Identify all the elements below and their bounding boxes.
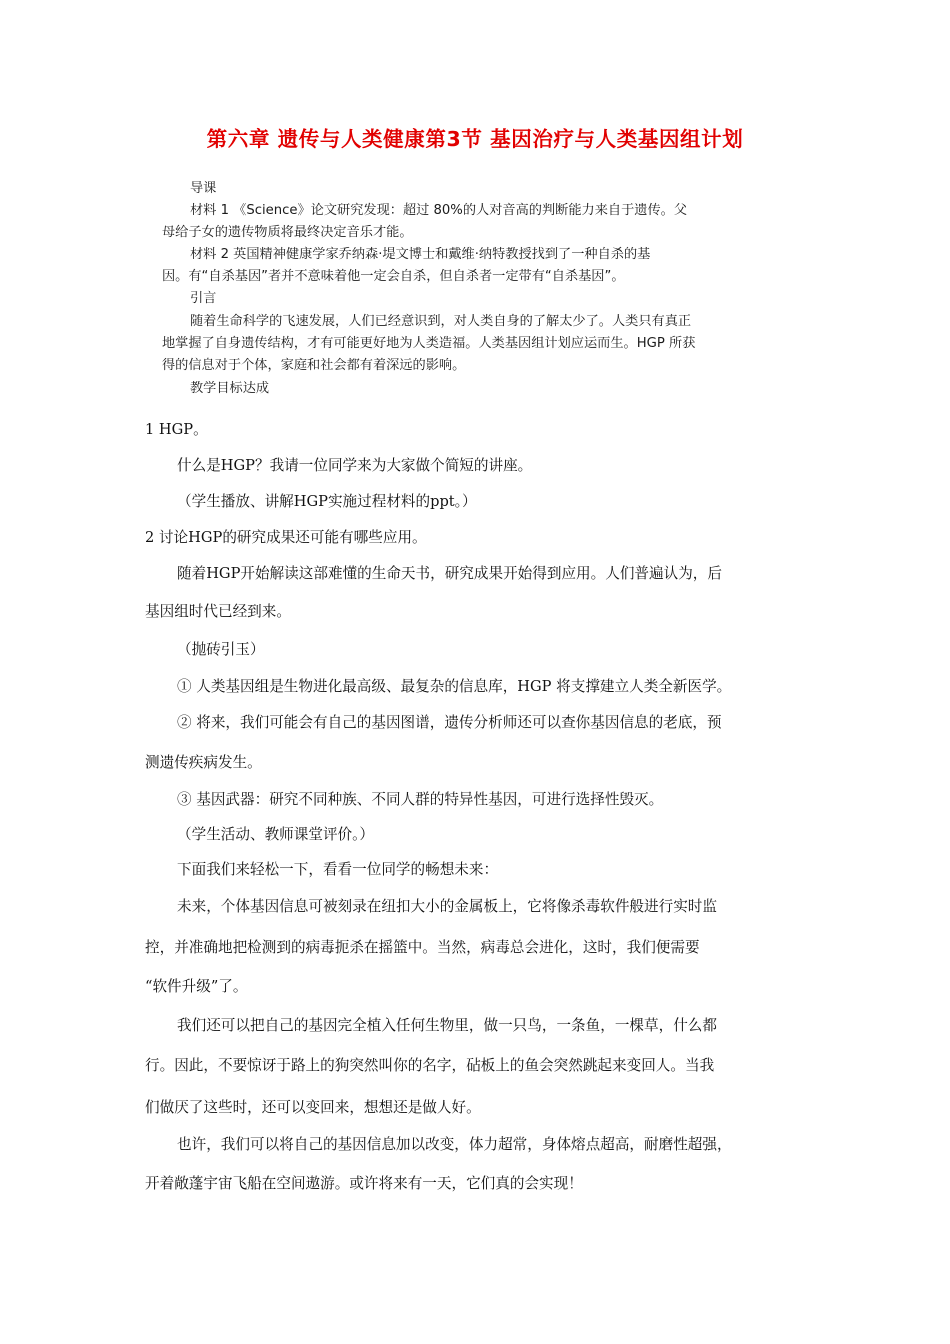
intro-paragraph-line: 地掌握了自身遗传结构，才有可能更好地为人类造福。人类基因组计划应运而生。HGP 所获: [162, 336, 696, 351]
intro-material-2-cont: 因。有“自杀基因”者并不意味着他一定会自杀，但自杀者一定带有“自杀基因”。: [162, 269, 625, 284]
intro-material-1: 材料 1 《Science》论文研究发现：超过 80%的人对音高的判断能力来自于遗传。父: [190, 203, 688, 218]
paragraph-line: 基因组时代已经到来。: [145, 603, 291, 620]
intro-paragraph-line: 得的信息对于个体，家庭和社会都有着深远的影响。: [162, 358, 466, 373]
list-item: ② 将来，我们可能会有自己的基因图谱，遗传分析师还可以查你基因信息的老底，预: [177, 714, 722, 731]
intro-heading-goals: 教学目标达成: [190, 381, 270, 396]
paragraph-line: 开着敞蓬宇宙飞船在空间遨游。或许将来有一天，它们真的会实现！: [145, 1175, 583, 1192]
intro-paragraph-line: 随着生命科学的飞速发展，人们已经意识到，对人类自身的了解太少了。人类只有真正: [190, 314, 692, 329]
paragraph-line: 们做厌了这些时，还可以变回来，想想还是做人好。: [145, 1099, 481, 1116]
paragraph-line: 行。因此，不要惊讶于路上的狗突然叫你的名字，砧板上的鱼会突然跳起来变回人。当我: [145, 1057, 715, 1074]
paragraph-line: 也许，我们可以将自己的基因信息加以改变，体力超常，身体熔点超高，耐磨性超强，: [177, 1136, 732, 1153]
intro-heading-daoke: 导课: [190, 181, 217, 196]
intro-heading-yinyan: 引言: [190, 291, 217, 306]
paragraph-line: 下面我们来轻松一下，看看一位同学的畅想未来：: [177, 861, 499, 878]
list-item: ③ 基因武器：研究不同种族、不同人群的特异性基因，可进行选择性毁灭。: [177, 791, 664, 808]
paragraph-line: 随着HGP开始解读这部难懂的生命天书，研究成果开始得到应用。人们普遍认为，后: [177, 565, 722, 582]
paragraph-line: 什么是HGP？我请一位同学来为大家做个简短的讲座。: [177, 457, 533, 474]
paragraph-line: （学生播放、讲解HGP实施过程材料的ppt。）: [177, 493, 477, 510]
paragraph-line: 未来，个体基因信息可被刻录在纽扣大小的金属板上，它将像杀毒软件般进行实时监: [177, 898, 717, 915]
page-title: 第六章 遗传与人类健康第3节 基因治疗与人类基因组计划: [206, 127, 744, 151]
intro-material-1-cont: 母给子女的遗传物质将最终决定音乐才能。: [162, 225, 413, 240]
paragraph-line: 我们还可以把自己的基因完全植入任何生物里，做一只鸟，一条鱼，一棵草，什么都: [177, 1017, 717, 1034]
paragraph-line: 控，并准确地把检测到的病毒扼杀在摇篮中。当然，病毒总会进化，这时，我们便需要: [145, 939, 700, 956]
section-heading: 1 HGP。: [145, 421, 208, 438]
list-item-cont: 测遗传疾病发生。: [145, 754, 262, 771]
paragraph-line: “软件升级”了。: [145, 978, 248, 995]
section-heading: 2 讨论HGP的研究成果还可能有哪些应用。: [145, 529, 427, 546]
paragraph-line: （学生活动、教师课堂评价。）: [177, 826, 375, 843]
intro-material-2: 材料 2 英国精神健康学家乔纳森·堤文博士和戴维·纳特教授找到了一种自杀的基: [190, 247, 651, 262]
list-item: ① 人类基因组是生物进化最高级、最复杂的信息库，HGP 将支撑建立人类全新医学。: [177, 678, 732, 695]
paragraph-line: （抛砖引玉）: [177, 641, 265, 658]
